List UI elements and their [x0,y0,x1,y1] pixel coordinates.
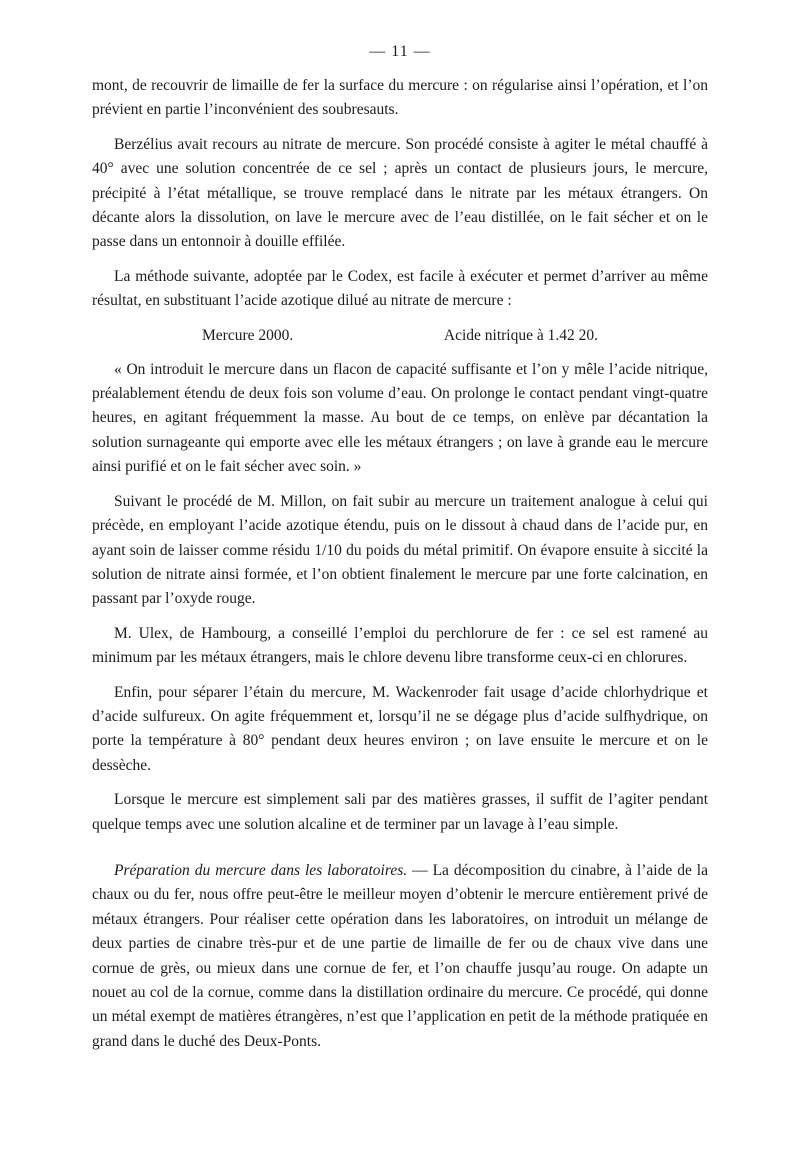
paragraph-continuation: mont, de recouvrir de limaille de fer la surface du mercure : on régularise ainsi l’opération, et l’on prévient en partie l’inconvénient des soubresauts. [92,77,708,119]
paragraph-ulex: M. Ulex, de Hambourg, a conseillé l’emploi du perchlorure de fer : ce sel est ramené au minimum par les métaux étrangers, mais le chlore devenu libre transforme ceux-ci en chlorures. [92,624,708,667]
paragraph-codex-quote: « On introduit le mercure dans un flacon de capacité suffisante et l’on y mêle l’acide nitrique, préalablement étendu de deux fois son volume d’eau. On prolonge le contact pendant vingt-quatre heures, en agitant fréquemment la masse. Au bout de ce temps, on enlève par décantation la solution surnageante qui emporte avec elle les métaux étrangers ; on lave à grande eau le mercure ainsi purifié et on le fait sécher avec soin. » [92,360,708,476]
formula-line [92,324,708,348]
paragraph-millon: Suivant le procédé de M. Millon, on fait subir au mercure un traitement analogue à celui qui précède, en employant l’acide azotique étendu, puis on le dissout à chaud dans de l’acide pur, en ayant soin de laisser comme résidu 1/10 du poids du métal primitif. On évapore ensuite à siccité la solution de nitrate ainsi formée, et l’on obtient finalement le mercure par une forte calcination, en passant par l’oxyde rouge. [92,492,708,608]
section-body: — La décomposition du cinabre, à l’aide de la chaux ou du fer, nous offre peut-être le meilleur moyen d’obtenir le mercure entièrement privé de métaux étrangers. Pour réaliser cette opération dans les laboratoires, on introduit un mélange de deux parties de cinabre très-pur et de une partie de limaille de fer ou de chaux vive dans une cornue de grès, ou mieux dans une cornue de fer, et l’on chauffe jusqu’au rouge. On adapte un nouet au col de la cornue, comme dans la distillation ordinaire du mercure. Ce procédé, qui donne un métal exempt de matières étrangères, n’est que l’application en petit de la méthode pratiquée en grand dans le duché des Deux-Ponts. [92,861,708,1050]
formula-nitric-acid: Acide nitrique à 1.42 20. [443,326,598,344]
paragraph-codex-method: La méthode suivante, adoptée par le Codex, est facile à exécuter et permet d’arriver au même résultat, en substituant l’acide azotique dilué au nitrate de mercure : [92,267,708,310]
paragraph-wackenroder: Enfin, pour séparer l’étain du mercure, M. Wackenroder fait usage d’acide chlorhydrique et d’acide sulfureux. On agite fréquemment et, lorsqu’il ne se dégage plus d’acide sulfhydrique, on porte la température à 80° pendant deux heures environ ; on lave ensuite le mercure et on le dessèche. [92,683,708,774]
paragraph-berzelius: Berzélius avait recours au nitrate de mercure. Son procédé consiste à agiter le métal chauffé à 40° avec une solution concentrée de ce sel ; après un contact de plusieurs jours, le mercure, précipité à l’état métallique, se trouve remplacé dans le nitrate par les métaux étrangers. On décante alors la dissolution, on lave le mercure avec de l’eau distillée, on le fait sécher et on le passe dans un entonnoir à douille effilée. [92,135,708,251]
document-page [92,40,708,1064]
page-number: — 11 — [369,43,431,60]
section-title: Préparation du mercure dans les laboratoires. [114,861,408,879]
section-laboratory-preparation [92,859,708,1054]
paragraph-grease: Lorsque le mercure est simplement sali par des matières grasses, il suffit de l’agiter pendant quelque temps avec une solution alcaline et de terminer par un lavage à l’eau simple. [92,791,708,833]
formula-mercury: Mercure 2000. [202,326,294,344]
